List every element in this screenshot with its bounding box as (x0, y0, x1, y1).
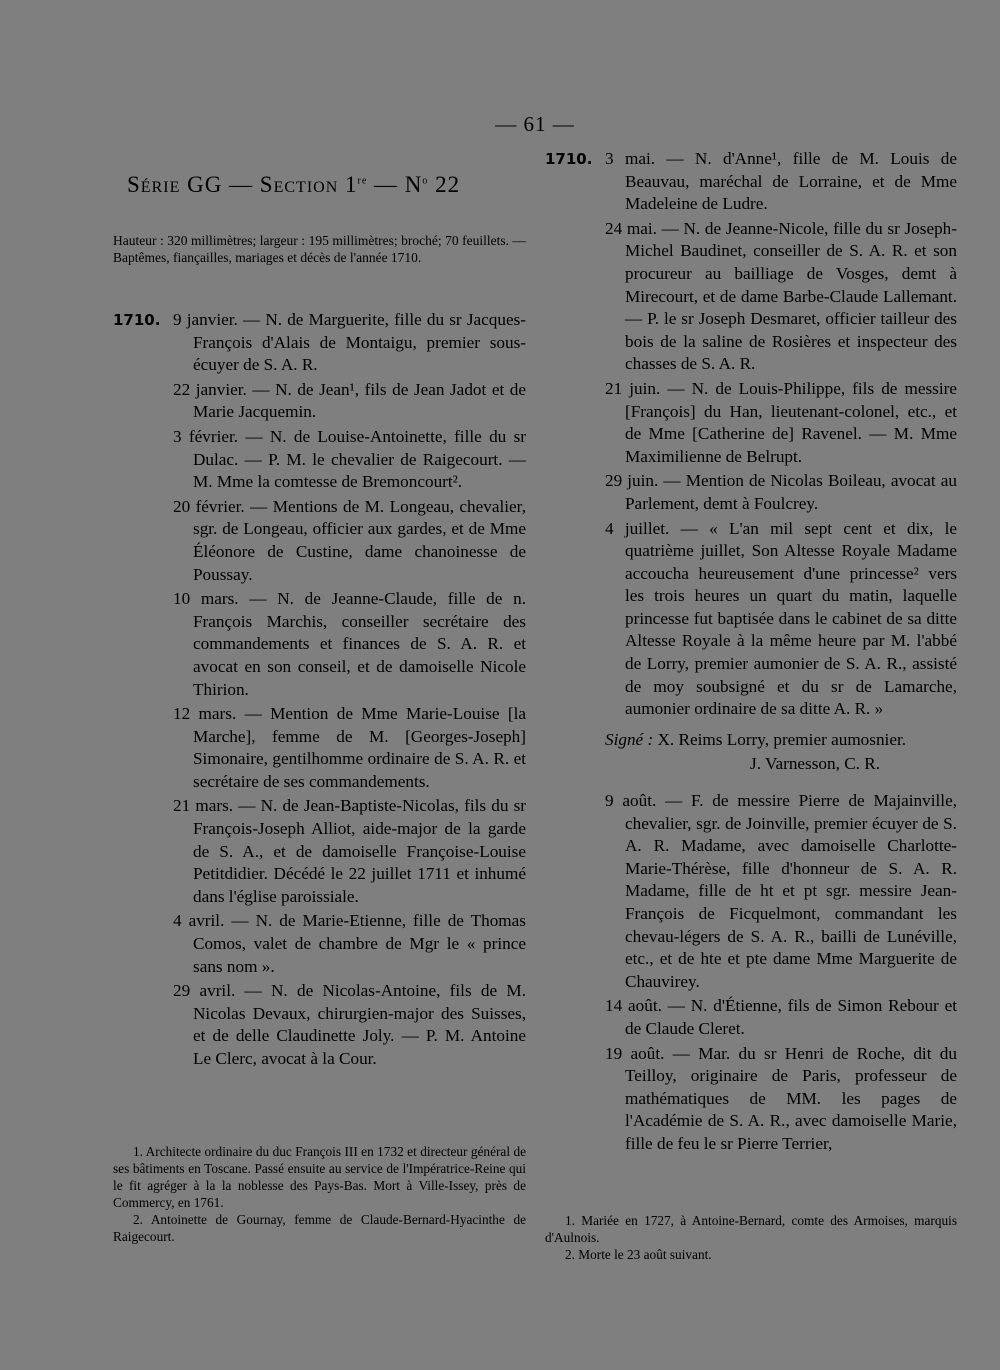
entry: 14 août. — N. d'Étienne, fils de Simon Rebour et de Claude Cleret. (605, 996, 957, 1038)
entry: 22 janvier. — N. de Jean¹, fils de Jean Jadot et de Marie Jacquemin. (173, 379, 526, 422)
left-footnotes (113, 1143, 526, 1245)
entry: 4 avril. — N. de Marie-Etienne, fille de Thomas Comos, valet de chambre de Mgr le « prince sans nom ». (173, 911, 526, 976)
series-number: 22 (435, 172, 461, 197)
series-title-mid: — N (374, 172, 423, 197)
right-footnotes (545, 1212, 957, 1263)
entry: 12 mars. — Mention de Mme Marie-Louise [la Marche], femme de M. [Georges-Joseph] Simonaire, gentilhomme ordinaire de S. A. R. et secrétaire de ses commandements. (173, 704, 526, 791)
left-entries (113, 309, 526, 1073)
series-no-sup: o (422, 175, 429, 187)
entry: 10 mars. — N. de Jeanne-Claude, fille de n. François Marchis, conseiller secrétaire des commandements et finances de S. A. R. et avocat en son conseil, et de damoiselle Nicole Thirion. (173, 589, 526, 699)
footnote: 2. Morte le 23 août suivant. (565, 1247, 712, 1262)
series-section-sup: re (357, 175, 368, 187)
footnote: 1. Architecte ordinaire du duc François III en 1732 et directeur général de ses bâtiments en Toscane. Passé ensuite au service de l'Impératrice-Reine qui le fit agréger à la la noblesse des Pays-Bas. Mort à Ville-Issey, près de Commercy, en 1761. (113, 1144, 526, 1210)
right-entries (545, 148, 957, 1158)
footnote: 1. Mariée en 1727, à Antoine-Bernard, comte des Armoises, marquis d'Aulnois. (545, 1213, 957, 1245)
register-description: Hauteur : 320 millimètres; largeur : 195 millimètres; broché; 70 feuillets. — Baptêmes, fiançailles, mariages et décès de l'année 1710. (113, 233, 526, 265)
entry-year: 1710. (113, 311, 161, 329)
entry: 20 février. — Mentions de M. Longeau, chevalier, sgr. de Longeau, officier aux gardes, et de Mme Éléonore de Custine, dame chanoinesse de Poussay. (173, 496, 526, 584)
entry: 21 juin. — N. de Louis-Philippe, fils de messire [François] du Han, lieutenant-colonel, etc., et de Mme [Catherine de] Ravenel. — M. Mme Maximilienne de Belrupt. (605, 378, 957, 466)
entry (545, 148, 957, 216)
series-section-number: 1 (345, 172, 358, 197)
signed-name-1: X. Reims Lorry, premier aumosnier. (657, 729, 907, 749)
entry: 24 mai. — N. de Jeanne-Nicole, fille du sr Joseph-Michel Baudinet, conseiller de S. A. R. et son procureur au bailliage de Vosges, demt à Mirecourt, et de dame Barbe-Claude Lallemant. — P. le sr Joseph Desmaret, officier tailleur des bois de la saline de Rosières et inspecteur des chasses de S. A. R. (605, 218, 957, 374)
entry: 4 juillet. — « L'an mil sept cent et dix, le quatrième juillet, Son Altesse Royale Madame accoucha heureusement d'une princesse² vers les trois heures un quart du matin, laquelle princesse fut baptisée dans le cabinet de sa ditte Altesse Royale à la même heure par M. l'abbé de Lorry, premier aumonier de S. A. R., assisté de moy soubsigné et du sr de Lamarche, aumonier ordinaire de sa ditte A. R. » (605, 518, 957, 719)
signature-line (545, 729, 957, 752)
entry: 19 août. — Mar. du sr Henri de Roche, dit du Teilloy, originaire de Paris, professeur de mathématiques de MM. les pages de l'Académie de S. A. R., avec damoiselle Marie, fille de feu le sr Pierre Terrier, (605, 1043, 957, 1153)
entry-text: 9 janvier. — N. de Marguerite, fille du sr Jacques-François d'Alais de Montaigu, premier sous-écuyer de S. A. R. (173, 310, 526, 375)
entry-year: 1710. (545, 150, 593, 168)
entry: 3 février. — N. de Louise-Antoinette, fille du sr Dulac. — P. M. le chevalier de Raigecourt. — M. Mme la comtesse de Bremoncourt². (173, 426, 526, 492)
series-title-prefix: Série GG — Section (127, 172, 339, 197)
entry: 29 avril. — N. de Nicolas-Antoine, fils de M. Nicolas Devaux, chirurgien-major des Suisses, et de delle Claudinette Joly. — P. M. Antoine Le Clerc, avocat à la Cour. (173, 981, 526, 1068)
signed-label: Signé : (605, 729, 654, 749)
footnote: 2. Antoinette de Gournay, femme de Claude-Bernard-Hyacinthe de Raigecourt. (113, 1212, 526, 1244)
page-number: — 61 — (495, 112, 575, 136)
signed-name-2: J. Varnesson, C. R. (750, 754, 881, 774)
entry (113, 309, 526, 377)
entry-text: 3 mai. — N. d'Anne¹, fille de M. Louis de Beauvau, maréchal de Lorraine, et de Mme Madeleine de Ludre. (605, 149, 957, 214)
entry: 9 août. — F. de messire Pierre de Majainville, chevalier, sgr. de Joinville, premier écuyer de S. A. R. Madame, avec damoiselle Charlotte-Marie-Thérèse, fille d'honneur de S. A. R. Madame, fille de ht et pt sgr. messire Jean-François de Ficquelmont, commandant les chevau-légers de S. A. R., bailli de Lunéville, etc., et de hte et pte dame Mme Marguerite de Chauvirey. (605, 791, 957, 991)
entry: 29 juin. — Mention de Nicolas Boileau, avocat au Parlement, demt à Foulcrey. (605, 471, 957, 513)
series-title (127, 172, 527, 198)
entry: 21 mars. — N. de Jean-Baptiste-Nicolas, fils du sr François-Joseph Alliot, aide-major de la garde de S. A., et de damoiselle Françoise-Louise Petitdidier. Décédé le 22 juillet 1711 et inhumé dans l'église paroissiale. (173, 796, 526, 906)
